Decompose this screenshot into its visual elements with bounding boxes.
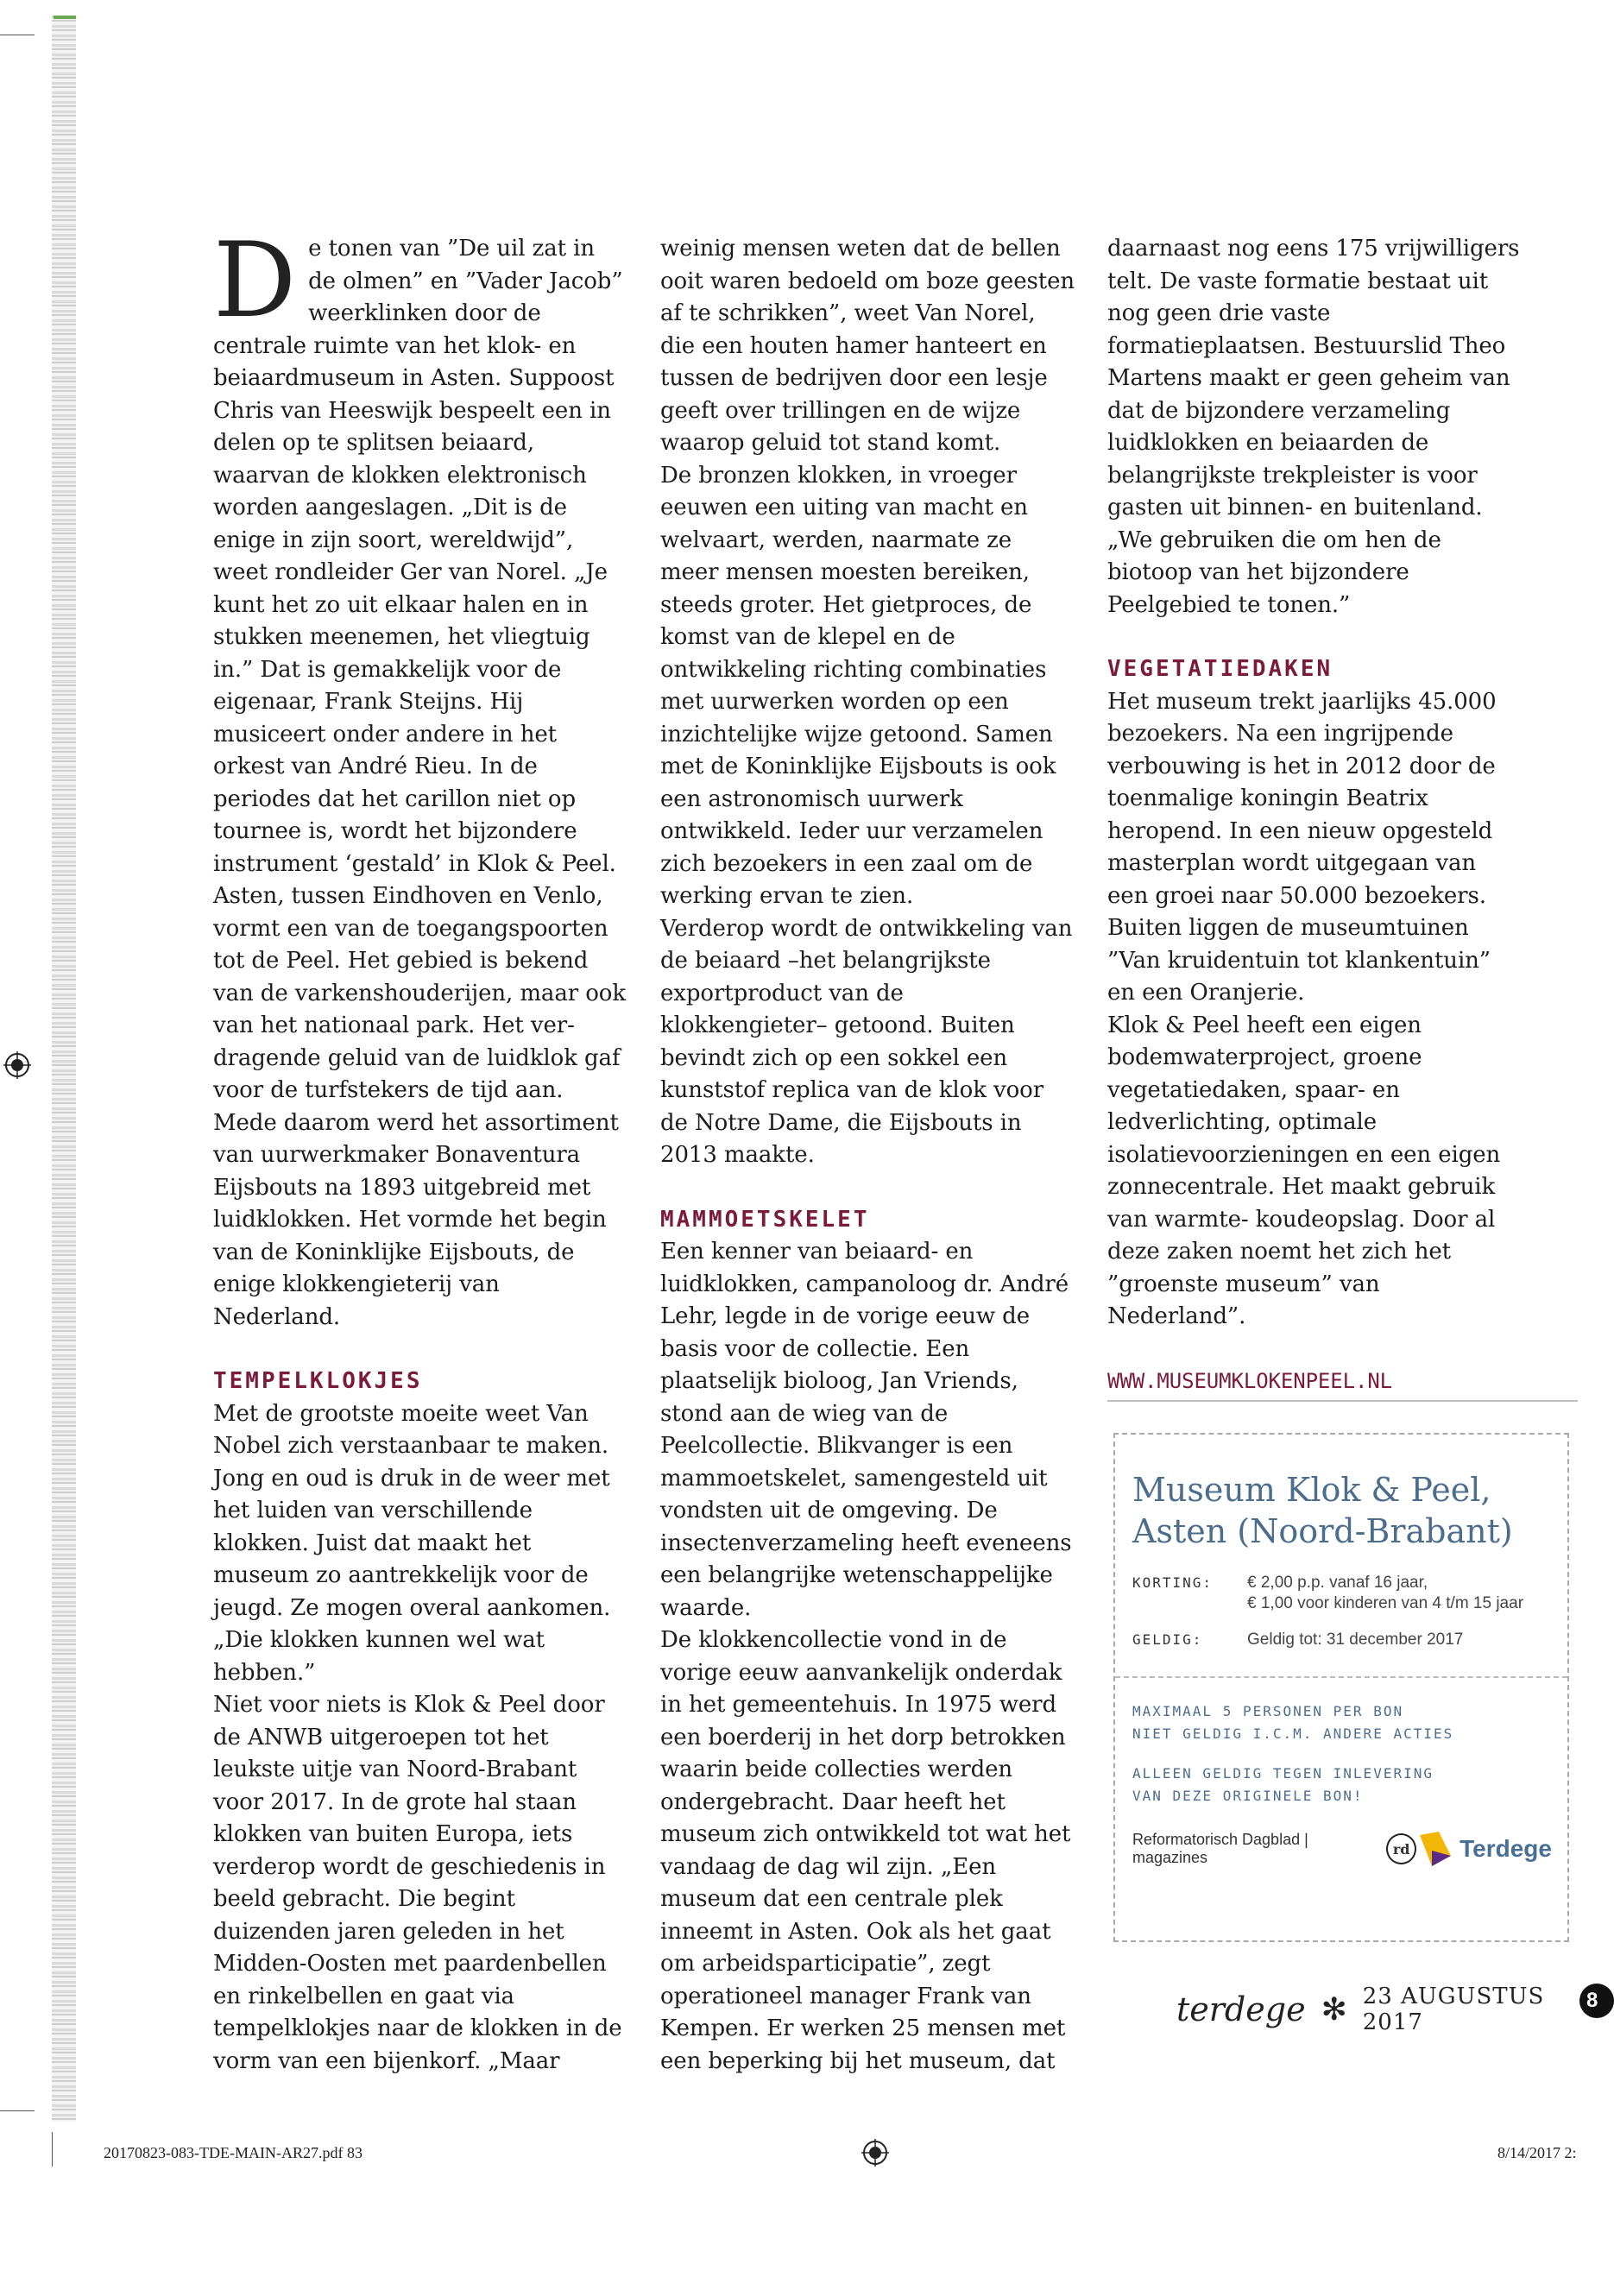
article-column-3 <box>1107 233 1522 1397</box>
print-file-slug: 20170823-083-TDE-MAIN-AR27.pdf 83 <box>104 2144 363 2161</box>
rd-brand <box>1132 1831 1416 1867</box>
korting-row <box>1132 1573 1552 1614</box>
coupon-brands <box>1132 1830 1552 1868</box>
crop-mark <box>52 2132 53 2167</box>
page-footer <box>1176 1984 1592 2035</box>
intro-paragraph <box>213 221 627 880</box>
coupon-top-rule <box>1107 1400 1578 1402</box>
registration-mark-icon <box>3 1051 31 1079</box>
paragraph-text: e tonen van ”De uil zat in de olmen” en ”Vader Jacob” weerklinken door de centrale ruimte van het klok- en beiaardmuseum in Asten. Suppoost Chris van Heeswijk bespeelt een in delen op te splitsen beiaard, waarvan de klokken elektronisch worden aangeslagen. „Dit is de enige in zijn soort, wereldwijd”, weet rondleider Ger van Norel. „Je kunt het zo uit elkaar halen en in stukken meenemen, het vliegtuig in.” Dat is gemakkelijk voor de eigenaar, Frank Steijns. Hij musiceert onder andere in het orkest van André Rieu. In de periodes dat het carillon niet op tournee is, wordt het bijzondere instrument ‘gestald’ in Klok & Peel. <box>213 236 623 877</box>
paragraph: daarnaast nog eens 175 vrijwilligers telt. De vaste formatie bestaat uit nog geen drie vaste formatieplaatsen. Bestuurslid Theo Martens maakt er geen geheim van dat de bijzondere verzameling luidklokken en beiaarden de belangrijkste trekpleister is voor gasten uit binnen- en buitenland. „We gebruiken die om hen de biotoop van het bijzondere Peelgebied te tonen.” <box>1107 236 1520 618</box>
rd-logo-icon: rd <box>1386 1833 1416 1864</box>
paragraph: Klok & Peel heeft een eigen bodemwaterproject, groene vegetatiedaken, spaar- en ledverlichting, optimale isolatievoorzieningen en een eigen zonnecentrale. Het maakt gebruik van warmte- koudeopslag. Door al deze zaken noemt het zich het ”groenste museum” van Nederland”. <box>1107 1012 1501 1329</box>
korting-value <box>1247 1573 1523 1614</box>
museum-website-link[interactable]: WWW.MUSEUMKLOKENPEEL.NL <box>1107 1368 1393 1393</box>
section-heading-vegetatiedaken: VEGETATIEDAKEN <box>1107 656 1333 682</box>
paragraph: Met de grootste moeite weet Van Nobel zich verstaanbaar te maken. Jong en oud is druk in de weer met het luiden van verschillende klokken. Juist dat maakt het museum zo aantrekkelijk voor de jeugd. Ze mogen overal aankomen. „Die klokken kunnen wel wat hebben.” <box>213 1400 611 1686</box>
asterisk-icon: ✻ <box>1321 1991 1347 2028</box>
paragraph: Een kenner van beiaard- en luidklokken, campanoloog dr. André Lehr, legde in de vorige eeuw de basis voor de collectie. Een plaatselijk bioloog, Jan Vriends, stond aan de wieg van de Peelcollectie. Blikvanger is een mammoetskelet, samengesteld uit vondsten uit de omgeving. De insectenverzameling heeft eveneens een belangrijke wetenschappelijke waarde. <box>660 1239 1072 1621</box>
registration-mark-icon <box>861 2139 889 2167</box>
paragraph: De bronzen klokken, in vroeger eeuwen een uiting van macht en welvaart, werden, naarmate ze meer mensen moesten bereiken, steeds groter. Het gietproces, de komst van de klepel en de ontwikkeling richting combinaties met uurwerken worden op een inzichtelijke wijze getoond. Samen met de Koninklijke Eijsbouts is ook een astronomisch uurwerk ontwikkeld. Ieder uur verzamelen zich bezoekers in een zaal om de werking ervan te zien. <box>660 462 1056 909</box>
section-heading-mammoetskelet: MAMMOETSKELET <box>660 1206 870 1233</box>
terdege-logo-text: Terdege <box>1460 1835 1552 1862</box>
print-date-slug: 8/14/2017 2: <box>1497 2144 1577 2161</box>
geldig-value: Geldig tot: 31 december 2017 <box>1247 1631 1464 1649</box>
issue-date: 23 AUGUSTUS 2017 <box>1362 1984 1545 2035</box>
condition-line: ALLEEN GELDIG TEGEN INLEVERING <box>1132 1765 1434 1782</box>
crop-mark <box>0 2110 35 2111</box>
paragraph: De klokkencollectie vond in de vorige eeuw aanvankelijk onderdak in het gemeentehuis. In 1975 werd een boerderij in het dorp betrokken waarin beide collecties werden ondergebracht. Daar heeft het museum zich ontwikkeld tot wat het vandaag de dag wil zijn. „Een museum dat een centrale plek inneemt in Asten. Ook als het gaat om arbeidsparticipatie”, zegt operationeel manager Frank van Kempen. Er werken 25 mensen met een beperking bij het museum, dat <box>660 1627 1071 2074</box>
rd-brand-text: Reformatorisch Dagblad | magazines <box>1132 1831 1308 1866</box>
coupon-conditions <box>1132 1700 1552 1745</box>
scan-edge-strip <box>52 16 76 2122</box>
korting-line: € 2,00 p.p. vanaf 16 jaar, <box>1247 1574 1428 1592</box>
paragraph: Het museum trekt jaarlijks 45.000 bezoekers. Na een ingrijpende verbouwing is het in 2012 door de toenmalige koningin Beatrix heropend. In een nieuw opgesteld masterplan wordt uitgegaan van een groei naar 50.000 bezoekers. <box>1107 688 1497 909</box>
condition-line: NIET GELDIG I.C.M. ANDERE ACTIES <box>1132 1725 1454 1742</box>
paragraph: Verderop wordt de ontwikkeling van de beiaard –het belangrijkste exportproduct van de klokkengieter– getoond. Buiten bevindt zich op een sokkel een kunststof replica van de klok voor de Notre Dame, die Eijsbouts in 2013 maakte. <box>660 915 1073 1168</box>
coupon-redeem-note <box>1132 1763 1552 1807</box>
korting-label: KORTING: <box>1132 1574 1214 1591</box>
article-column-1 <box>213 221 627 2078</box>
section-heading-tempelklokjes: TEMPELKLOKJES <box>213 1368 423 1394</box>
paragraph: Niet voor niets is Klok & Peel door de ANWB uitgeroepen tot het leukste uitje van Noord-Brabant voor 2017. In de grote hal staan klokken van buiten Europa, iets verderop wordt de geschiedenis in beeld gebracht. Die begint duizenden jaren geleden in het Midden-Oosten met paardenbellen en rinkelbellen en gaat via tempelklokjes naar de klokken in de vorm van een bijenkorf. „Maar <box>213 1692 622 2074</box>
drop-cap: D <box>213 221 297 341</box>
terdege-brand <box>1416 1830 1552 1868</box>
page-number: 8 <box>1579 1984 1614 2018</box>
coupon-title: Museum Klok & Peel, Asten (Noord-Brabant) <box>1132 1471 1513 1550</box>
terdege-logo-icon <box>1416 1830 1454 1868</box>
coupon-divider <box>1115 1676 1567 1678</box>
paragraph: Asten, tussen Eindhoven en Venlo, vormt een van de toegangspoorten tot de Peel. Het gebied is bekend van de varkenshouderijen, maar ook van het nationaal park. Het ver-dragende geluid van de luidklok gaf voor de turfstekers de tijd aan. Mede daarom werd het assortiment van uurwerkmaker Bonaventura Eijsbouts na 1893 uitgebreid met luidklokken. Het vormde het begin van de Koninklijke Eijsbouts, de enige klokkengieterij van Nederland. <box>213 883 626 1330</box>
geldig-label: GELDIG: <box>1132 1631 1203 1648</box>
condition-line: VAN DEZE ORIGINELE BON! <box>1132 1788 1364 1804</box>
geldig-row <box>1132 1630 1552 1650</box>
magazine-name: terdege <box>1176 1990 1306 2028</box>
article-column-2 <box>660 233 1075 2078</box>
paragraph: Buiten liggen de museumtuinen ”Van kruidentuin tot klankentuin” en een Oranjerie. <box>1107 915 1491 1006</box>
korting-line: € 1,00 voor kinderen van 4 t/m 15 jaar <box>1247 1594 1524 1612</box>
condition-line: MAXIMAAL 5 PERSONEN PER BON <box>1132 1703 1404 1719</box>
paragraph: weinig mensen weten dat de bellen ooit waren bedoeld om boze geesten af te schrikken”, weet Van Norel, die een houten hamer hanteert en tussen de bedrijven door een lesje geeft over trillingen en de wijze waarop geluid tot stand komt. <box>660 236 1075 456</box>
discount-coupon <box>1113 1433 1569 1942</box>
color-tick-mark <box>54 16 76 19</box>
